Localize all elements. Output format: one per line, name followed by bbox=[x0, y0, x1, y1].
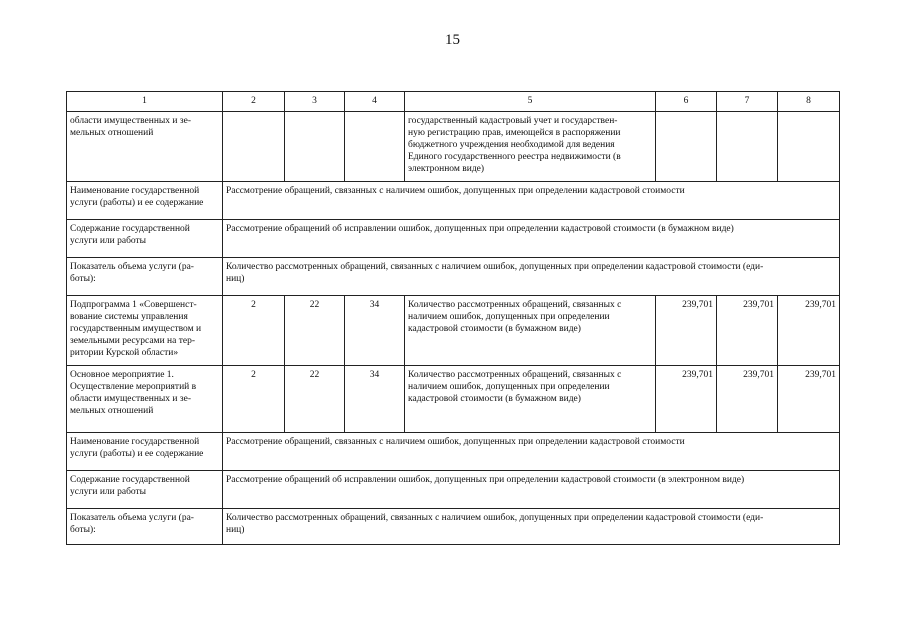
table-row bbox=[67, 112, 840, 182]
table-row bbox=[67, 366, 840, 433]
table-cell: 22 bbox=[285, 296, 345, 366]
table-cell: 34 bbox=[345, 366, 405, 433]
table-cell bbox=[656, 112, 717, 182]
service-indicator: Количество рассмотренных обращений, связанных с наличием ошибок, допущенных при определении кадастровой стоимости (еди- ниц) bbox=[223, 258, 840, 296]
header-cell: 5 bbox=[405, 92, 656, 112]
row-label: области имущественных и зе- мельных отношений bbox=[67, 112, 223, 182]
table-row bbox=[67, 471, 840, 509]
row-label: Показатель объема услуги (ра- боты): bbox=[67, 509, 223, 545]
header-cell: 7 bbox=[717, 92, 778, 112]
table-cell bbox=[223, 112, 285, 182]
header-cell: 8 bbox=[778, 92, 840, 112]
row-label: Наименование государственной услуги (работы) и ее содержание bbox=[67, 182, 223, 220]
table-cell: государственный кадастровый учет и государствен- ную регистрацию прав, имеющейся в распоряжении бюджетного учреждения необходимой для ведения Единого государственного реестра недвижимости (в электронном виде) bbox=[405, 112, 656, 182]
service-indicator: Количество рассмотренных обращений, связанных с наличием ошибок, допущенных при определении кадастровой стоимости (еди- ниц) bbox=[223, 509, 840, 545]
table-row bbox=[67, 296, 840, 366]
table-cell: 239,701 bbox=[656, 366, 717, 433]
table-cell: Количество рассмотренных обращений, связанных с наличием ошибок, допущенных при определении кадастровой стоимости (в бумажном виде) bbox=[405, 296, 656, 366]
header-cell: 2 bbox=[223, 92, 285, 112]
header-cell: 3 bbox=[285, 92, 345, 112]
table-cell: 2 bbox=[223, 366, 285, 433]
table-cell bbox=[717, 112, 778, 182]
page-number: 15 bbox=[445, 32, 460, 48]
row-label: Подпрограмма 1 «Совершенст- вование системы управления государственным имуществом и земельными ресурсами на тер- ритории Курской области» bbox=[67, 296, 223, 366]
table-row bbox=[67, 509, 840, 545]
service-name: Рассмотрение обращений, связанных с наличием ошибок, допущенных при определении кадастровой стоимости bbox=[223, 433, 840, 471]
row-label: Наименование государственной услуги (работы) и ее содержание bbox=[67, 433, 223, 471]
row-label: Основное мероприятие 1. Осуществление мероприятий в области имущественных и зе- мельных отношений bbox=[67, 366, 223, 433]
table-cell bbox=[778, 112, 840, 182]
table-row bbox=[67, 220, 840, 258]
header-cell: 4 bbox=[345, 92, 405, 112]
service-content: Рассмотрение обращений об исправлении ошибок, допущенных при определении кадастровой стоимости (в бумажном виде) bbox=[223, 220, 840, 258]
table-row bbox=[67, 433, 840, 471]
table-cell: 239,701 bbox=[778, 366, 840, 433]
row-label: Показатель объема услуги (ра- боты): bbox=[67, 258, 223, 296]
table-cell: 239,701 bbox=[717, 296, 778, 366]
table-row bbox=[67, 182, 840, 220]
header-row bbox=[67, 92, 840, 112]
table-cell bbox=[345, 112, 405, 182]
data-table bbox=[66, 91, 840, 545]
table-cell: Количество рассмотренных обращений, связанных с наличием ошибок, допущенных при определении кадастровой стоимости (в бумажном виде) bbox=[405, 366, 656, 433]
row-label: Содержание государственной услуги или работы bbox=[67, 471, 223, 509]
row-label: Содержание государственной услуги или работы bbox=[67, 220, 223, 258]
table-cell: 2 bbox=[223, 296, 285, 366]
table-cell: 239,701 bbox=[717, 366, 778, 433]
service-content: Рассмотрение обращений об исправлении ошибок, допущенных при определении кадастровой стоимости (в электронном виде) bbox=[223, 471, 840, 509]
header-cell: 6 bbox=[656, 92, 717, 112]
table-cell bbox=[285, 112, 345, 182]
service-name: Рассмотрение обращений, связанных с наличием ошибок, допущенных при определении кадастровой стоимости bbox=[223, 182, 840, 220]
table-cell: 239,701 bbox=[656, 296, 717, 366]
table-row bbox=[67, 258, 840, 296]
header-cell: 1 bbox=[67, 92, 223, 112]
table-cell: 34 bbox=[345, 296, 405, 366]
table-cell: 239,701 bbox=[778, 296, 840, 366]
table-cell: 22 bbox=[285, 366, 345, 433]
